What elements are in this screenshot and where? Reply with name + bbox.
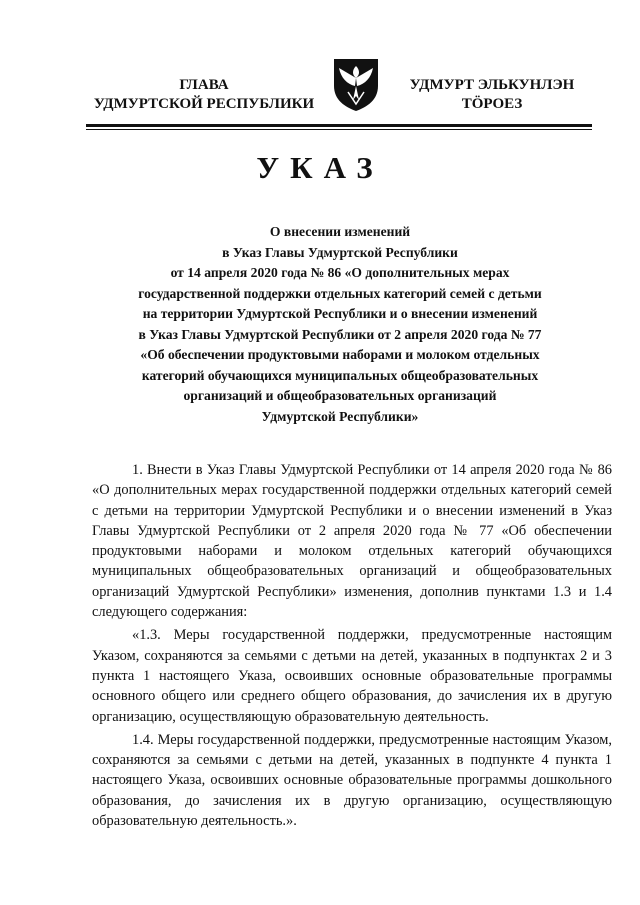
title-line: от 14 апреля 2020 года № 86 «О дополнительных мерах	[170, 265, 510, 280]
document-body	[92, 460, 612, 834]
issuer-title-line2: УДМУРТСКОЙ РЕСПУБЛИКИ	[93, 96, 315, 112]
title-line: в Указ Главы Удмуртской Республики	[222, 244, 458, 260]
document-type-heading: УКАЗ	[256, 150, 384, 185]
title-line: организаций и общеобразовательных организаций	[183, 388, 497, 403]
title-line: государственной поддержки отдельных категорий семей с детьми	[138, 285, 542, 301]
title-line: в Указ Главы Удмуртской Республики от 2 апреля 2020 года № 77	[138, 326, 542, 342]
title-line: на территории Удмуртской Республики и о внесении изменений	[142, 306, 538, 321]
header-divider-thick	[86, 124, 592, 127]
document-title	[100, 222, 580, 427]
title-line: Удмуртской Республики»	[261, 408, 419, 424]
title-line: «Об обеспечении продуктовыми наборами и молоком отдельных	[140, 347, 540, 362]
header-divider-thin	[86, 129, 592, 130]
title-line: О внесении изменений	[269, 224, 411, 239]
issuer-block-udmurt	[372, 76, 612, 114]
paragraph-item-1: 1. Внести в Указ Главы Удмуртской Республики от 14 апреля 2020 года № 86 «О дополнительных мерах государственной поддержки отдельных категорий семей с детьми на территории Удмуртской Республики и о внесении изменений в Указ Главы Удмуртской Республики от 2 апреля 2020 года № 77 «Об обеспечении продуктовыми наборами и молоком отдельных категорий обучающихся муниципальных общеобразовательных организаций и общеобразовательных организаций Удмуртской Республики» изменения, дополнив пунктами 1.3 и 1.4 следующего содержания:	[92, 462, 612, 621]
issuer-title-line1: ГЛАВА	[179, 77, 229, 93]
paragraph-item-1-3: «1.3. Меры государственной поддержки, предусмотренные настоящим Указом, сохраняются за семьями с детьми на детей, указанных в подпунктах 2 и 3 пункта 1 настоящего Указа, освоивших основные образовательные программы основного общего или среднего общего образования, до зачисления их в другую организацию, осуществляющую образовательную деятельность.	[92, 627, 612, 725]
issuer-title-udmurt-line2: ТӦРОЕЗ	[461, 96, 523, 112]
title-line: категорий обучающихся муниципальных общеобразовательных	[141, 367, 539, 383]
issuer-title-udmurt-line1: УДМУРТ ЭЛЬКУНЛЭН	[409, 77, 575, 93]
paragraph-item-1-4: 1.4. Меры государственной поддержки, предусмотренные настоящим Указом, сохраняются за семьями с детьми на детей, указанных в подпункте 4 пункта 1 настоящего Указа, освоивших основные образовательные программы дошкольного образования, до зачисления их в другую организацию, осуществляющую образовательную деятельность.».	[92, 731, 612, 830]
issuer-block-russian	[84, 76, 324, 114]
